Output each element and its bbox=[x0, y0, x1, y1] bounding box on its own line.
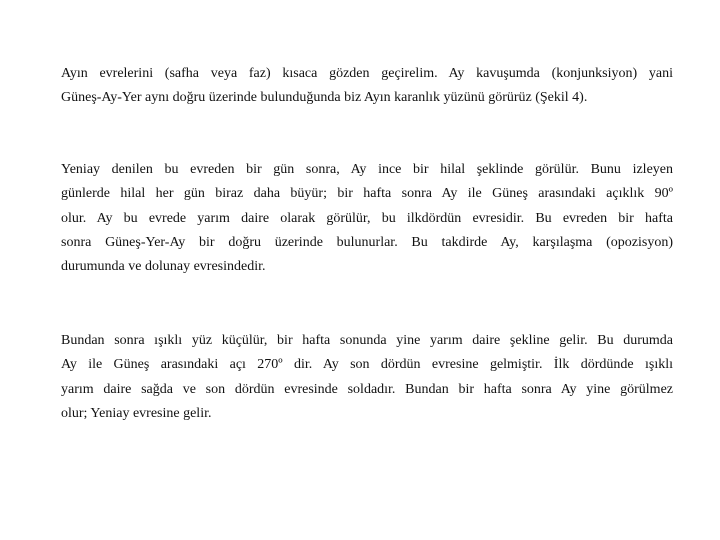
paragraph-line: durumunda ve dolunay evresindedir. bbox=[61, 259, 266, 275]
paragraph-line: olur; Yeniay evresine gelir. bbox=[61, 405, 212, 421]
paragraph-moon-phases-intro bbox=[61, 62, 673, 111]
paragraph-waning-phases bbox=[61, 329, 673, 426]
paragraph-line: Yeniay denilen bu evreden bir gün sonra, Ay ince bir hilal şeklinde görülür. Bunu izleyen bbox=[61, 162, 673, 177]
paragraph-line: Güneş-Ay-Yer aynı doğru üzerinde bulunduğunda biz Ayın karanlık yüzünü görürüz (Şekil 4). bbox=[61, 90, 588, 106]
paragraph-line: yarım daire sağda ve son dördün evresinde soldadır. Bundan bir hafta sonra Ay yine görülmez bbox=[61, 381, 673, 397]
paragraph-line: Bundan sonra ışıklı yüz küçülür, bir hafta sonunda yine yarım daire şekline gelir. Bu durumda bbox=[61, 333, 673, 348]
paragraph-line: günlerde hilal her gün biraz daha büyür; bir hafta sonra Ay ile Güneş arasındaki açıklık 90º bbox=[61, 186, 673, 202]
paragraph-new-moon-to-full-moon bbox=[61, 158, 673, 279]
paragraph-line: sonra Güneş-Yer-Ay bir doğru üzerinde bulunurlar. Bu takdirde Ay, karşılaşma (opozisyon) bbox=[61, 234, 673, 250]
paragraph-line: Ay ile Güneş arasındaki açı 270º dir. Ay son dördün evresine gelmiştir. İlk dördünde ışıklı bbox=[61, 357, 673, 373]
paragraph-line: olur. Ay bu evrede yarım daire olarak görülür, bu ilkdördün evresidir. Bu evreden bir hafta bbox=[61, 210, 673, 226]
paragraph-line: Ayın evrelerini (safha veya faz) kısaca gözden geçirelim. Ay kavuşumda (konjunksiyon) yani bbox=[61, 66, 673, 81]
